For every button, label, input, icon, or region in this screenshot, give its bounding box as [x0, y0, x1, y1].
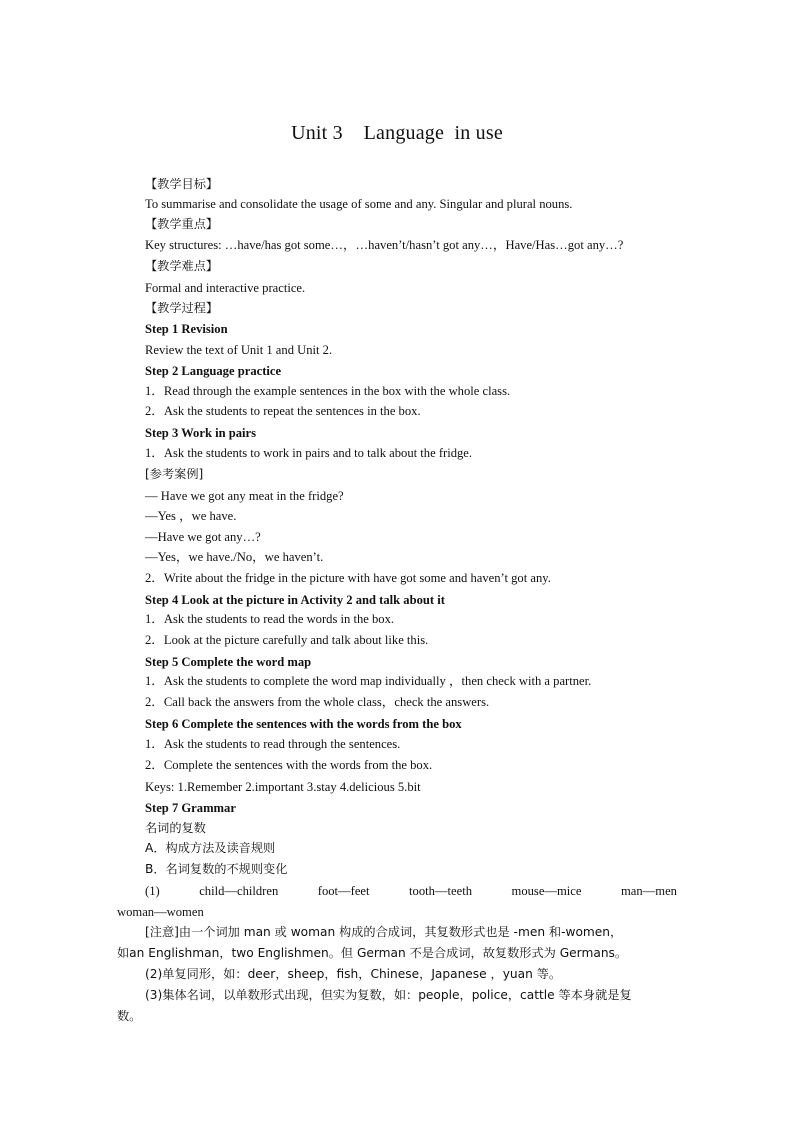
step-text: 1．Read through the example sentences in the box with the whole class. [145, 384, 511, 398]
note-line: 如an Englishman，two Englishmen。但 German 不是合成词，故复数形式为 Germans。 [117, 946, 628, 960]
step-text: 2．Look at the picture carefully and talk about like this. [145, 633, 429, 647]
grammar-subtopic: A．构成方法及读音规则 [145, 841, 276, 855]
step-text: 1．Ask the students to work in pairs and to talk about the fridge. [145, 446, 473, 460]
step-heading: Step 7 Grammar [145, 801, 236, 815]
step-heading: Step 4 Look at the picture in Activity 2 and talk about it [145, 593, 445, 607]
plural-pair: man—men [621, 884, 677, 898]
plural-pair: foot—feet [317, 884, 370, 898]
step-text: 2．Ask the students to repeat the sentences in the box. [145, 404, 421, 418]
step-heading: Step 2 Language practice [145, 364, 282, 378]
section-heading-difficulties: 【教学难点】 [145, 259, 219, 273]
section-heading-key-points: 【教学重点】 [145, 217, 219, 231]
rule-line: (2)单复同形，如：deer，sheep，fish，Chinese，Japanese ，yuan 等。 [145, 967, 562, 981]
objectives-text: To summarise and consolidate the usage of some and any. Singular and plural nouns. [145, 197, 573, 211]
plural-pair: child—children [199, 884, 279, 898]
grammar-subtopic: B．名词复数的不规则变化 [145, 862, 288, 876]
page-title: Unit 3 Language in use [291, 122, 503, 144]
irregular-plurals-row [145, 883, 677, 899]
reference-example-label: [参考案例] [145, 467, 204, 481]
step-heading: Step 5 Complete the word map [145, 655, 312, 669]
section-heading-process: 【教学过程】 [145, 301, 219, 315]
section-heading-objectives: 【教学目标】 [145, 177, 219, 191]
step-heading: Step 3 Work in pairs [145, 426, 257, 440]
keys-line: Keys: 1.Remember 2.important 3.stay 4.delicious 5.bit [145, 780, 421, 794]
plural-pair: tooth—teeth [409, 884, 473, 898]
dialogue-line: —Yes ，we have. [145, 509, 237, 523]
difficulties-text: Formal and interactive practice. [145, 281, 306, 295]
step-text: 2．Complete the sentences with the words from the box. [145, 758, 433, 772]
plural-pair-continued: woman—women [117, 905, 204, 919]
note-line: [注意]由一个词加 man 或 woman 构成的合成词，其复数形式也是 -men 和-women， [145, 925, 623, 939]
step-text: 1．Ask the students to complete the word map individually ，then check with a partner. [145, 674, 592, 688]
dialogue-line: —Have we got any…? [145, 530, 261, 544]
step-text: 1．Ask the students to read through the sentences. [145, 737, 401, 751]
grammar-topic: 名词的复数 [145, 821, 206, 835]
dialogue-line: — Have we got any meat in the fridge? [145, 489, 344, 503]
step-text: 2．Call back the answers from the whole class，check the answers. [145, 695, 490, 709]
step-text: 1．Ask the students to read the words in the box. [145, 612, 395, 626]
dialogue-line: —Yes，we have./No，we haven’t. [145, 550, 324, 564]
rule-number: (1) [145, 884, 160, 898]
step-text: 2．Write about the fridge in the picture with have got some and haven’t got any. [145, 571, 551, 585]
plural-pair: mouse—mice [511, 884, 582, 898]
step-heading: Step 1 Revision [145, 322, 228, 336]
step-heading: Step 6 Complete the sentences with the words from the box [145, 717, 462, 731]
rule-line: (3)集体名词，以单数形式出现，但实为复数，如：people，police，cattle 等本身就是复 [145, 988, 632, 1002]
step-text: Review the text of Unit 1 and Unit 2. [145, 343, 333, 357]
rule-line-continued: 数。 [117, 1009, 142, 1023]
key-points-text: Key structures: …have/has got some…，…haven’t/hasn’t got any…，Have/Has…got any…? [145, 238, 624, 252]
